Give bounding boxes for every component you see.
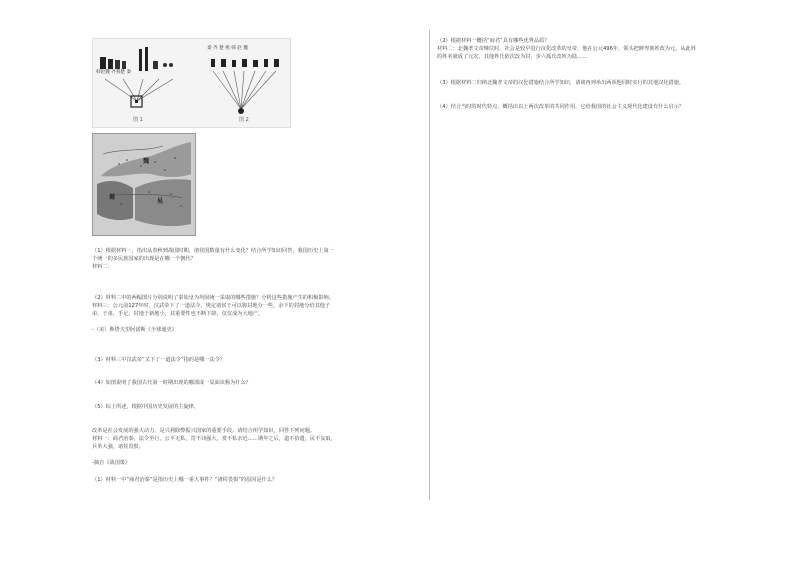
reform-intro: 改革是社会发展的强大动力，是兴利除弊振兴国家的重要手段。请结合所学知识，回答下列问题。 [92,428,316,434]
question-1-line-1: （1）根据材料一，指出从春秋到战国时期，诸侯国数量有什么变化？结合所学知识回答，我国历史上第一 [92,248,334,254]
fig1-states: 韩赵魏 齐燕楚 秦 [96,70,132,75]
question-2-line-2: 材料三：公元前127年时，汉武帝下了一道法令，规定诸侯王可以将封地分一些，余下的封地分给其他子 [92,303,331,309]
fig2-states: 秦 齐 楚 燕 韩 赵 魏 [207,46,248,51]
question-1-line-2: 个统一的多民族国家的出现是在哪一个朝代？ [92,256,196,262]
question-6: （1）材料一中“商君治秦”是指历史上哪一重大事件？“诸侯畏惧”的原因是什么？ [92,477,278,483]
fig2-caption: 图 2 [239,117,249,123]
map-label-shu: 蜀 [109,194,116,201]
right-question-4: （4）结合当时的时代特点，概括出以上两次改革的共同作用。它给我国的社会主义现代化建设有什么启示？ [437,104,685,110]
right-material-2-line-2: 的姓名就成了元宏，其他姓氏依次改为封，步六孤氏改姓为陆…… [437,54,588,60]
material-2-heading: 材料二： [92,264,113,270]
right-material-2-line-1: 材料二：北魏孝文帝继位时，社会是较早进行汉化改革的皇帝，他在公元496年，领头把鲜卑族姓改为元，从此姓 [437,46,696,52]
figures-drawing [93,39,290,127]
right-question-3: （3）根据材料二归纳北魏孝文帝的汉化措施结合所学知识，请谈再列举出两项他同时实行的其他汉化措施。 [437,80,685,86]
coin-and-script-figure [92,38,291,128]
map-label-wu: 吴 [157,198,164,205]
question-3: （3）材料三中汉武帝“又下了一道法令”指的是哪一法令？ [92,357,226,363]
source-1: -（美）斯塔夫里阿诺斯《全球通史》 [92,327,177,333]
material-1-line-1: 材料一：商君治秦，法令至行，公平无私，罚不讳强大，赏不私亲近……期年之后，道不拾遗，民不妄取， [92,436,336,442]
question-4: （4）如图说明了我国古代第一时期出现的哪部成一局面该称为什么？ [92,380,251,386]
source-2: -摘自《战国策》 [92,460,131,466]
question-5: （5）综上所述，根据中国历史发展的主旋律。 [92,404,200,410]
map-drawing [93,134,195,235]
three-kingdoms-map [92,133,196,236]
column-divider [429,30,430,500]
question-2-line-1: （2）材料二中的两幅图片分别说明了秦始皇为巩固统一采取的哪些措施？分析这些措施产生的积极影响。 [92,295,334,301]
right-question-2: （2）根据材料一概括“商君”具有哪些优秀品质？ [437,38,550,44]
material-1-line-2: 兵革大强，诸侯畏惧。 [92,444,144,450]
fig1-caption: 图 1 [133,117,143,123]
map-label-wei: 魏 [143,158,150,165]
question-2-line-3: 弟，子弟，手足。封地于新地小，其重要性也不断下降，仅仅成为大地产。 [92,311,264,317]
